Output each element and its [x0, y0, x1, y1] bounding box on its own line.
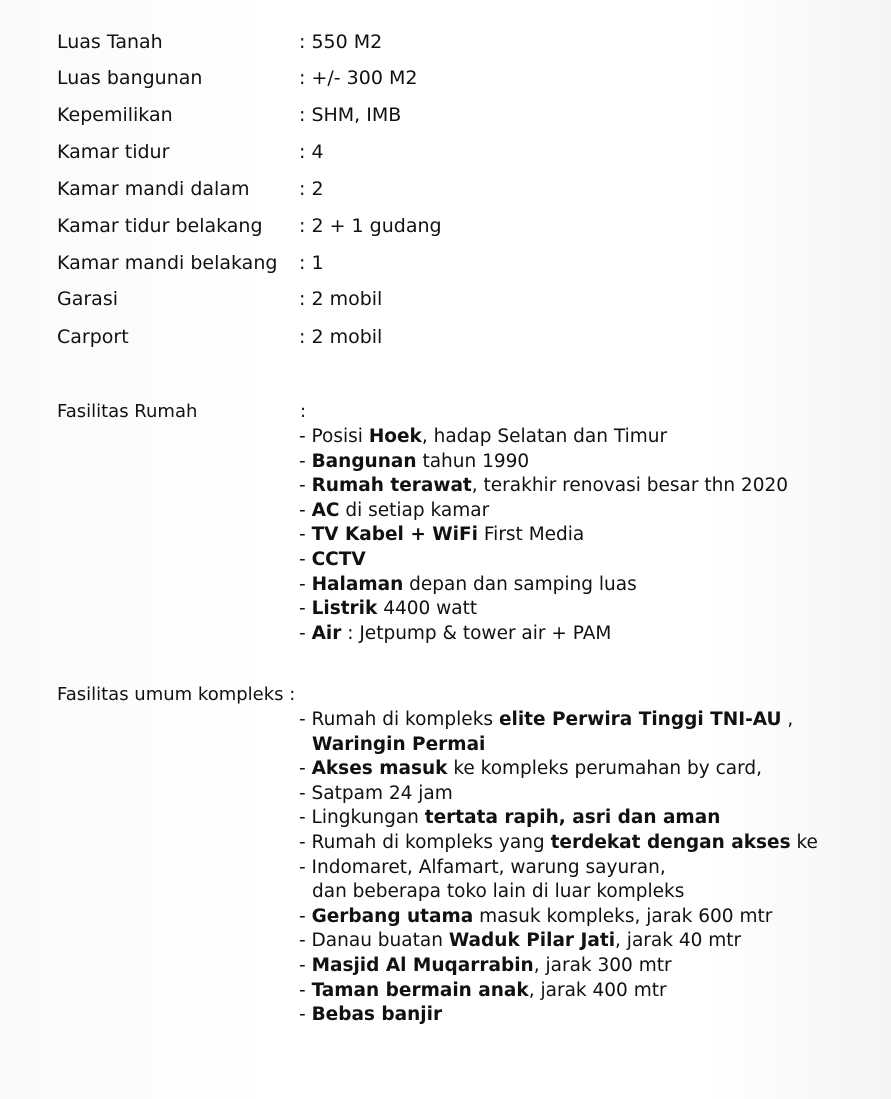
list-item-text: dan beberapa toko lain di luar kompleks [312, 881, 685, 903]
list-item-text: - [299, 499, 312, 521]
list-item [299, 757, 818, 782]
list-item-bold: Listrik [311, 598, 378, 620]
list-item [299, 733, 818, 758]
spec-row-kepemilikan [0, 104, 891, 134]
spec-label: Kepemilikan [57, 104, 173, 126]
spec-row-kamar-mandi-belakang [0, 252, 891, 282]
spec-label: Luas Tanah [57, 31, 163, 53]
list-item-text: - Posisi [299, 426, 369, 447]
spec-value: : 550 M2 [299, 31, 383, 53]
list-item-bold: Bangunan [311, 450, 417, 472]
spec-row-luas-tanah [0, 31, 891, 61]
spec-label: Kamar mandi dalam [57, 178, 250, 200]
fasilitas-rumah-colon: : [300, 401, 307, 422]
list-item-bold: Rumah terawat [311, 475, 472, 497]
list-item-text: , jarak 300 mtr [533, 954, 672, 976]
list-item [299, 708, 818, 733]
list-item-bold: Hoek [368, 426, 422, 447]
list-item-text: di setiap kamar [339, 499, 490, 521]
list-item-text: - [299, 979, 312, 1001]
list-item-bold: terdekat dengan akses [550, 831, 791, 853]
list-item-text: - [299, 1004, 312, 1026]
list-item-text: tahun 1990 [416, 450, 530, 472]
list-item-bold: Gerbang utama [311, 905, 474, 927]
list-item-text: - Danau buatan [299, 930, 449, 952]
list-item-text: First Media [478, 524, 585, 546]
list-item-text: , hadap Selatan dan Timur [421, 426, 668, 447]
list-item [299, 622, 788, 647]
spec-row-garasi [0, 288, 891, 318]
spec-value: : 4 [299, 141, 324, 163]
list-item-text: - [299, 548, 312, 570]
spec-label: Kamar tidur [57, 141, 170, 163]
list-item [299, 474, 788, 499]
spec-value: : SHM, IMB [299, 104, 402, 126]
list-item-text: - Satpam 24 jam [299, 782, 453, 804]
list-item-bold: tertata rapih, asri dan aman [424, 807, 721, 829]
list-item-bold: Waringin Permai [312, 733, 486, 755]
spec-label: Kamar mandi belakang [57, 252, 278, 274]
spec-value: : +/- 300 M2 [299, 67, 418, 89]
list-item [299, 548, 788, 573]
list-item-bold: Air [311, 622, 342, 644]
spec-value: : 2 mobil [299, 326, 383, 348]
list-item-text: , jarak 400 mtr [528, 979, 667, 1001]
list-item-text: , terakhir renovasi besar thn 2020 [471, 475, 789, 497]
list-item-text: - [299, 598, 312, 620]
spec-label: Carport [57, 326, 129, 348]
list-item [299, 573, 788, 598]
list-item-text: : Jetpump & tower air + PAM [341, 622, 612, 644]
list-item [299, 831, 818, 856]
list-item-text: , jarak 40 mtr [615, 930, 742, 952]
spec-value: : 2 [299, 178, 324, 200]
list-item-text: - Rumah di kompleks yang [299, 831, 551, 853]
fasilitas-rumah-label: Fasilitas Rumah [57, 401, 198, 422]
spec-value: : 2 + 1 gudang [299, 215, 442, 237]
list-item [299, 450, 788, 475]
list-item-text: - [299, 573, 312, 595]
spec-label: Kamar tidur belakang [57, 215, 263, 237]
spec-value: : 2 mobil [299, 288, 383, 310]
list-item [299, 806, 818, 831]
list-item-text: - [299, 758, 312, 780]
list-item-bold: TV Kabel + WiFi [311, 524, 478, 546]
spec-row-carport [0, 326, 891, 356]
list-item-bold: Akses masuk [311, 758, 448, 780]
fasilitas-umum-list [299, 708, 818, 1028]
spec-row-kamar-tidur-belakang [0, 215, 891, 245]
list-item [299, 1003, 818, 1028]
spec-label: Luas bangunan [57, 67, 203, 89]
list-item [299, 856, 818, 881]
list-item-bold: Bebas banjir [311, 1004, 443, 1026]
list-item-bold: CCTV [311, 548, 366, 570]
spec-value: : 1 [299, 252, 324, 274]
list-item-text: - [299, 524, 312, 546]
list-item [299, 499, 788, 524]
list-item-bold: Halaman [311, 573, 404, 595]
list-item-text: - Indomaret, Alfamart, warung sayuran, [299, 856, 666, 878]
list-item [299, 782, 818, 807]
list-item-text: depan dan samping luas [403, 573, 637, 595]
list-item [299, 523, 788, 548]
spec-row-kamar-tidur [0, 141, 891, 171]
list-item [299, 979, 818, 1004]
list-item-text: - [299, 450, 312, 472]
list-item-bold: Masjid Al Muqarrabin [311, 954, 534, 976]
list-item-text: - [299, 475, 312, 497]
list-item-text: - Rumah di kompleks [299, 709, 499, 730]
list-item [299, 597, 788, 622]
list-item-text: , [781, 709, 794, 730]
list-item [299, 954, 818, 979]
list-item [299, 425, 788, 450]
list-item-text: - [299, 905, 312, 927]
list-item-text: - [299, 954, 312, 976]
list-item-bold: Waduk Pilar Jati [448, 930, 616, 952]
fasilitas-umum-label: Fasilitas umum kompleks : [57, 684, 296, 705]
list-item-bold: elite Perwira Tinggi TNI-AU [498, 709, 782, 730]
spec-label: Garasi [57, 288, 118, 310]
list-item-bold: AC [311, 499, 340, 521]
list-item-text: masuk kompleks, jarak 600 mtr [473, 905, 773, 927]
spec-row-kamar-mandi-dalam [0, 178, 891, 208]
list-item-text: - Lingkungan [299, 807, 425, 829]
list-item-text: - [299, 622, 312, 644]
list-item [299, 880, 818, 905]
list-item-text: ke [790, 831, 818, 853]
list-item-bold: Taman bermain anak [311, 979, 529, 1001]
list-item-text: 4400 watt [377, 598, 478, 620]
list-item-text: ke kompleks perumahan by card, [447, 758, 763, 780]
fasilitas-rumah-list [299, 425, 788, 646]
list-item [299, 905, 818, 930]
list-item [299, 929, 818, 954]
spec-row-luas-bangunan [0, 67, 891, 97]
